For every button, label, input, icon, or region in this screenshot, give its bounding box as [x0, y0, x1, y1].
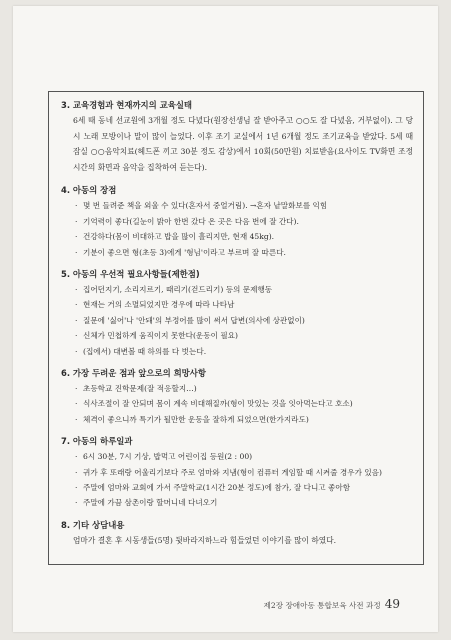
section-paragraph: 엄마가 결혼 후 시동생들(5명) 뒷바라지하느라 힘들었던 이야기를 많이 하였다.: [73, 535, 337, 545]
section-title: 6. 가장 두려운 점과 앞으로의 희망사항: [61, 368, 206, 379]
section-title: 3. 교육경험과 현재까지의 교육실태: [61, 100, 193, 110]
list-item: · 기분이 좋으면 형(초등 3)에게 '형님'이라고 부르며 잘 따른다.: [75, 245, 413, 260]
page-number: 49: [384, 597, 400, 611]
list-item: · 귀가 후 또래랑 어울리기보다 주로 엄마와 지냄(형이 컴퓨터 게임할 때 시켜줄 경우가 있음): [75, 465, 413, 480]
section-strengths: [61, 184, 413, 260]
list-item: · 현재는 거의 소멸되었지만 경우에 따라 나타남: [75, 297, 413, 312]
section-title: 8. 기타 상담내용: [61, 519, 125, 530]
routine-list: [61, 449, 413, 511]
strengths-list: [61, 198, 413, 260]
section-daily-routine: [61, 435, 413, 511]
section-concerns-hopes: [61, 367, 413, 427]
page-footer: [264, 593, 400, 612]
list-item: · 체격이 좋으니까 특기가 될만한 운동을 잘하게 되었으면(한가지라도): [75, 412, 413, 427]
section-education-experience: [61, 99, 413, 175]
list-item: · 주말에 가끔 삼촌이랑 할머니네 다녀오기: [75, 495, 413, 510]
concerns-list: [61, 381, 413, 427]
list-item: · 6시 30분, 7시 기상, 밥먹고 어린이집 등원(2 : 00): [75, 449, 413, 464]
chapter-title: 제2장 장애아동 통합보육 사전 과정: [263, 601, 381, 610]
list-item: · 초등학교 진학문제(잘 적응할지…): [75, 381, 413, 396]
section-needs: [61, 268, 413, 359]
list-item: · 몇 번 들려준 책을 외울 수 있다(혼자서 중얼거림). →혼자 낱말화보를 익힘: [75, 198, 413, 213]
list-item: · 질문에 '싫어'나 '안돼'의 부정어를 많이 써서 답변(의사에 상관없이): [75, 313, 413, 328]
section-title: 7. 아동의 하루일과: [61, 436, 133, 447]
list-item: · 주말에 엄마와 교회에 가서 주말학교(1시간 20분 정도)에 참가, 잘 다니고 좋아함: [75, 480, 413, 495]
list-item: · 신체가 민첩하게 움직이지 못한다(운동이 필요): [75, 328, 413, 343]
section-title: 4. 아동의 장점: [61, 185, 117, 196]
section-paragraph: 6세 때 동네 선교원에 3개월 정도 다녔다(원장선생님 잘 받아주고 ○○도 잘 다녔음, 거부없이). 그 당시 노래 모방이나 말이 많이 늘었다. 이후 조기 교실에서 1년 6개월 정도 조기교육을 받았다. 5세 때 잠실 ○○음악치료(헤드폰 끼고 30분 정도 감상)에서 10회(50만원) 치료받음(요사이도 TV화면 조정시간의 화면과 음악을 집착하여 듣는다).: [73, 116, 413, 172]
list-item: · 기억력이 좋다(길눈이 밝아 한번 갔다 온 곳은 다음 번에 잘 간다).: [75, 214, 413, 229]
list-item: · 식사조절이 잘 안되며 몸이 계속 비대해질까(형이 맛있는 것을 잇아먹는다고 호소): [75, 396, 413, 411]
list-item: · 집어던지기, 소리지르기, 때리기(걷드리기) 등의 문제행동: [75, 282, 413, 297]
section-other-notes: [61, 519, 413, 549]
needs-list: [61, 282, 413, 359]
consultation-record-box: [48, 91, 424, 565]
document-page: [13, 6, 438, 632]
list-item: · (집에서) 대변볼 때 하의를 다 벗는다.: [75, 344, 413, 359]
section-title: 5. 아동의 우선적 필요사항들(제한점): [61, 269, 200, 279]
list-item: · 건강하다(몸이 비대하고 밥을 많이 흘리지만, 현재 45kg).: [75, 229, 413, 244]
